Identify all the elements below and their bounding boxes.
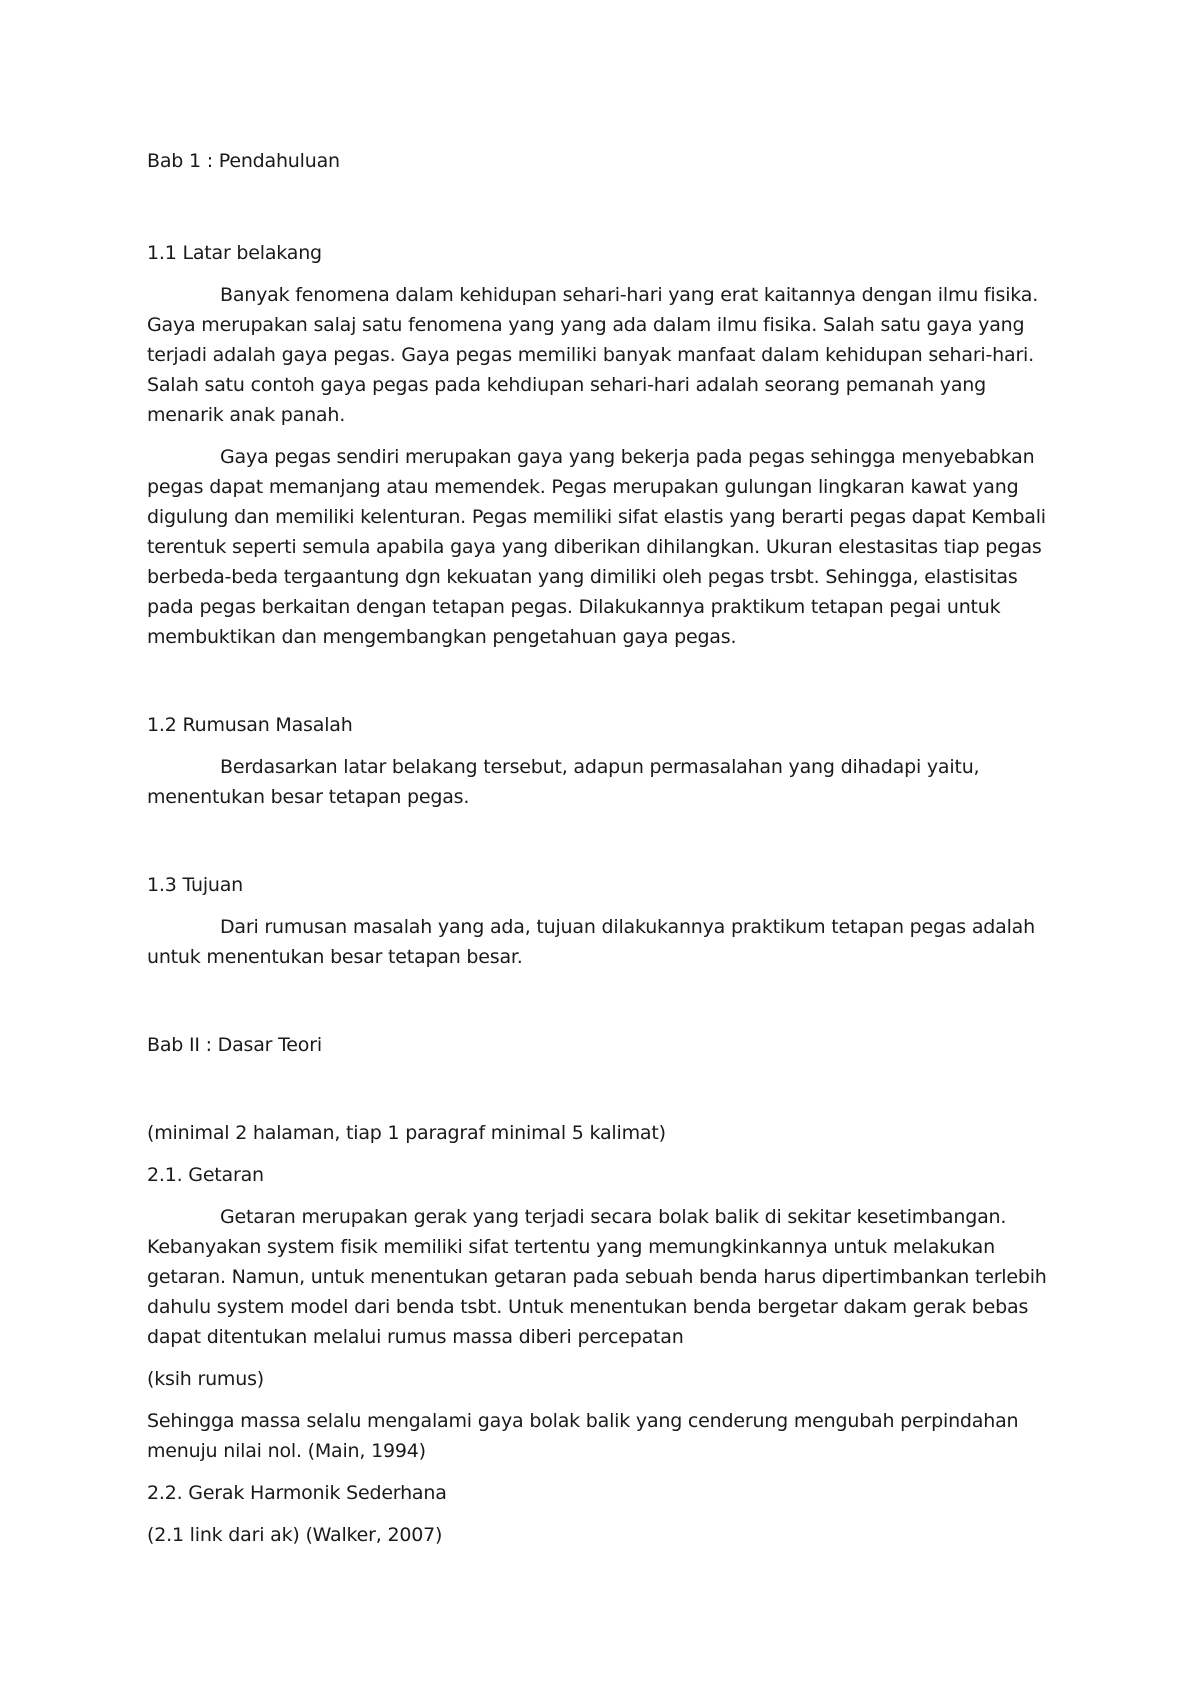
section-1-3-title: 1.3 Tujuan	[147, 874, 244, 896]
section-1-1-paragraph-1: Banyak fenomena dalam kehidupan sehari-hari yang erat kaitannya dengan ilmu fisika. Gaya merupakan salaj satu fenomena yang yang ada dalam ilmu fisika. Salah satu gaya yang terjadi adalah gaya pegas. Gaya pegas memiliki banyak manfaat dalam kehidupan sehari-hari. Salah satu contoh gaya pegas pada kehdiupan sehari-hari adalah seorang pemanah yang menarik anak panah.	[147, 284, 1039, 426]
section-2-1-paragraph-2: Sehingga massa selalu mengalami gaya bolak balik yang cenderung mengubah perpindahan menuju nilai nol. (Main, 1994)	[147, 1410, 1019, 1462]
section-2-2-note: (2.1 link dari ak) (Walker, 2007)	[147, 1524, 443, 1546]
section-2-2-title: 2.2. Gerak Harmonik Sederhana	[147, 1482, 447, 1504]
section-1-3-paragraph: Dari rumusan masalah yang ada, tujuan dilakukannya praktikum tetapan pegas adalah untuk menentukan besar tetapan besar.	[147, 916, 1035, 968]
section-1-2-paragraph: Berdasarkan latar belakang tersebut, adapun permasalahan yang dihadapi yaitu, menentukan besar tetapan pegas.	[147, 756, 980, 808]
document-body	[147, 146, 1067, 1550]
section-1-1-paragraph-2: Gaya pegas sendiri merupakan gaya yang bekerja pada pegas sehingga menyebabkan pegas dapat memanjang atau memendek. Pegas merupakan gulungan lingkaran kawat yang digulung dan memiliki kelenturan. Pegas memiliki sifat elastis yang berarti pegas dapat Kembali terentuk seperti semula apabila gaya yang diberikan dihilangkan. Ukuran elestasitas tiap pegas berbeda-beda tergaantung dgn kekuatan yang dimiliki oleh pegas trsbt. Sehingga, elastisitas pada pegas berkaitan dengan tetapan pegas. Dilakukannya praktikum tetapan pegai untuk membuktikan dan mengembangkan pengetahuan gaya pegas.	[147, 446, 1046, 648]
chapter-2-note: (minimal 2 halaman, tiap 1 paragraf minimal 5 kalimat)	[147, 1122, 666, 1144]
section-2-1-title: 2.1. Getaran	[147, 1164, 264, 1186]
section-2-1-paragraph-1: Getaran merupakan gerak yang terjadi secara bolak balik di sekitar kesetimbangan. Kebanyakan system fisik memiliki sifat tertentu yang memungkinkannya untuk melakukan getaran. Namun, untuk menentukan getaran pada sebuah benda harus dipertimbankan terlebih dahulu system model dari benda tsbt. Untuk menentukan benda bergetar dakam gerak bebas dapat ditentukan melalui rumus massa diberi percepatan	[147, 1206, 1047, 1348]
chapter-2-title: Bab II : Dasar Teori	[147, 1034, 322, 1056]
chapter-1-title: Bab 1 : Pendahuluan	[147, 150, 340, 172]
formula-placeholder-note: (ksih rumus)	[147, 1368, 264, 1390]
section-1-2-title: 1.2 Rumusan Masalah	[147, 714, 353, 736]
section-1-1-title: 1.1 Latar belakang	[147, 242, 322, 264]
